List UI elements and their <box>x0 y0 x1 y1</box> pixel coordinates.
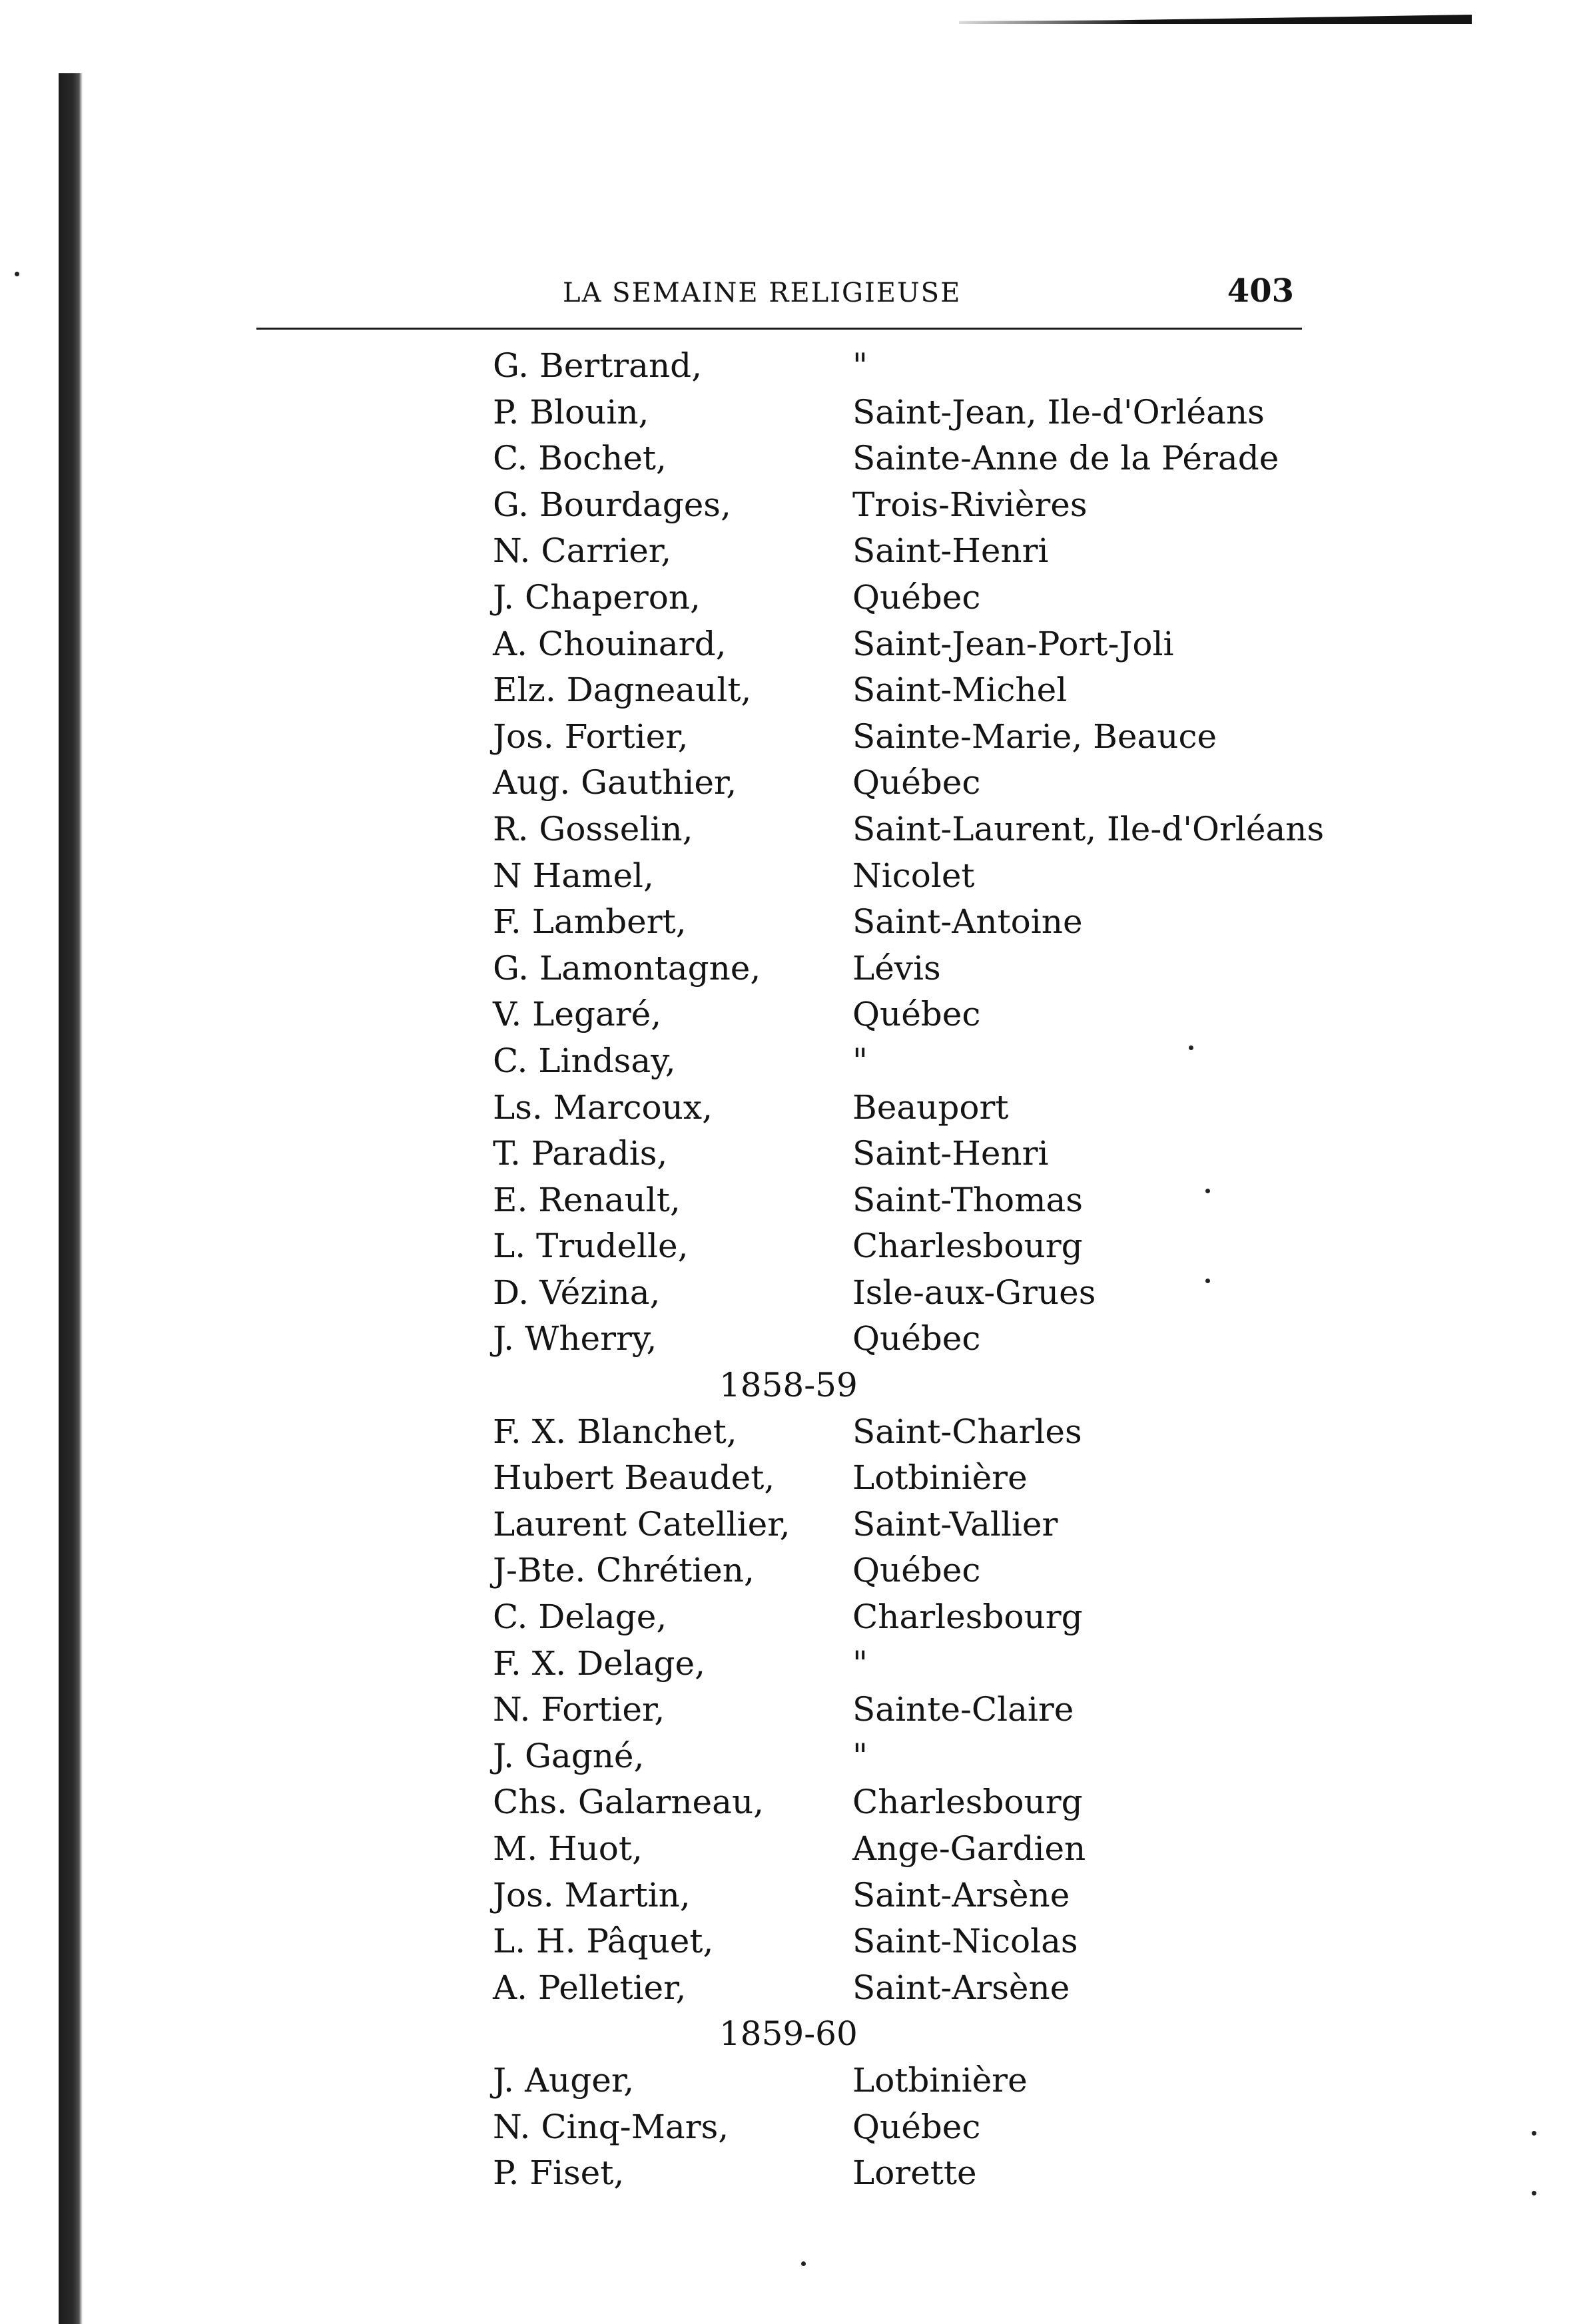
entry-place: Québec <box>852 2107 981 2146</box>
year-heading: 1859-60 <box>719 2014 858 2054</box>
entry-name: Ls. Marcoux, <box>493 1087 713 1127</box>
entry-place: Saint-Thomas <box>852 1180 1083 1219</box>
entry-name: J. Gagné, <box>493 1736 645 1775</box>
list-item <box>493 1548 1332 1594</box>
list-item <box>493 2058 1332 2104</box>
entry-name: N Hamel, <box>493 856 654 895</box>
entry-place: " <box>852 1643 868 1683</box>
list-item <box>493 992 1332 1038</box>
entry-name: R. Gosselin, <box>493 809 693 848</box>
entry-place: Charlesbourg <box>852 1227 1083 1266</box>
entry-name: G. Bertrand, <box>493 346 703 385</box>
list-item <box>493 899 1332 946</box>
entry-place: Lévis <box>852 948 941 988</box>
entry-name: D. Vézina, <box>493 1273 661 1312</box>
entry-name: G. Bourdages, <box>493 485 731 524</box>
entry-name: N. Fortier, <box>493 1690 665 1729</box>
list-item <box>493 1918 1332 1965</box>
entry-name: J. Chaperon, <box>493 577 701 617</box>
entry-name: J. Wherry, <box>493 1319 657 1358</box>
list-item <box>493 1873 1332 1919</box>
entry-name: L. H. Pâquet, <box>493 1922 714 1961</box>
list-item <box>493 436 1332 482</box>
list-item <box>493 853 1332 900</box>
top-scan-rule <box>959 15 1472 24</box>
speck <box>1532 2191 1536 2195</box>
entry-place: Lotbinière <box>852 2060 1028 2100</box>
list-item <box>493 1594 1332 1641</box>
speck <box>1189 1045 1193 1050</box>
entry-place: Québec <box>852 1319 981 1358</box>
list-item <box>493 1455 1332 1502</box>
list-item <box>493 806 1332 853</box>
year-heading-row <box>493 1362 1332 1409</box>
entry-place: Québec <box>852 995 981 1034</box>
entry-place: Saint-Charles <box>852 1412 1082 1451</box>
list-item <box>493 621 1332 668</box>
list-item <box>493 1038 1332 1085</box>
entry-place: Saint-Vallier <box>852 1504 1058 1544</box>
entry-name: F. Lambert, <box>493 902 687 942</box>
list-item <box>493 1826 1332 1873</box>
list-item <box>493 1733 1332 1780</box>
entry-name: Laurent Catellier, <box>493 1504 790 1544</box>
entry-name: P. Blouin, <box>493 392 649 432</box>
entry-place: Nicolet <box>852 856 975 895</box>
entry-place: Québec <box>852 763 981 802</box>
entry-name: F. X. Blanchet, <box>493 1412 737 1451</box>
header-rule <box>256 328 1302 330</box>
entry-place: Sainte-Claire <box>852 1690 1074 1729</box>
entry-place: Saint-Michel <box>852 671 1068 710</box>
entry-name: F. X. Delage, <box>493 1643 706 1683</box>
book-spine-shadow <box>59 73 83 2324</box>
entry-name: A. Chouinard, <box>493 624 727 663</box>
entry-name: G. Lamontagne, <box>493 948 761 988</box>
list-item <box>493 1177 1332 1224</box>
list-item <box>493 482 1332 529</box>
entry-place: Lotbinière <box>852 1458 1028 1498</box>
entry-place: Saint-Arsène <box>852 1875 1070 1914</box>
entry-place: Charlesbourg <box>852 1598 1083 1637</box>
year-heading: 1858-59 <box>719 1366 858 1405</box>
entry-name: Elz. Dagneault, <box>493 671 752 710</box>
entry-name: Aug. Gauthier, <box>493 763 737 802</box>
entry-name: J-Bte. Chrétien, <box>493 1551 755 1590</box>
speck <box>1205 1279 1210 1283</box>
list-item <box>493 760 1332 806</box>
entry-name: C. Delage, <box>493 1598 667 1637</box>
entry-name: T. Paradis, <box>493 1134 668 1173</box>
list-item <box>493 528 1332 575</box>
speck <box>15 272 19 276</box>
entry-name: A. Pelletier, <box>493 1968 687 2007</box>
list-item <box>493 390 1332 436</box>
entry-name: Hubert Beaudet, <box>493 1458 775 1498</box>
entry-place: Saint-Laurent, Ile-d'Orléans <box>852 809 1325 848</box>
list-item <box>493 1085 1332 1131</box>
entry-name: C. Bochet, <box>493 439 667 478</box>
entry-place: Sainte-Marie, Beauce <box>852 717 1217 756</box>
list-item <box>493 1502 1332 1548</box>
entry-place: Sainte-Anne de la Pérade <box>852 439 1279 478</box>
year-heading-row <box>493 2011 1332 2058</box>
list-item <box>493 1779 1332 1826</box>
list-item <box>493 2150 1332 2197</box>
entry-name: Jos. Martin, <box>493 1875 691 1914</box>
list-item <box>493 1131 1332 1177</box>
entry-place: Saint-Jean-Port-Joli <box>852 624 1174 663</box>
list-item <box>493 667 1332 714</box>
entry-place: " <box>852 1736 868 1775</box>
entry-place: Isle-aux-Grues <box>852 1273 1096 1312</box>
entry-name: E. Renault, <box>493 1180 681 1219</box>
list-item <box>493 575 1332 621</box>
entry-place: Saint-Henri <box>852 531 1049 571</box>
running-head <box>256 263 1302 323</box>
entry-name: V. Legaré, <box>493 995 662 1034</box>
entry-place: Saint-Nicolas <box>852 1922 1078 1961</box>
entry-place: Québec <box>852 577 981 617</box>
name-place-list <box>493 343 1332 2197</box>
entry-place: Saint-Henri <box>852 1134 1049 1173</box>
list-item <box>493 714 1332 760</box>
entry-place: " <box>852 346 868 385</box>
entry-name: N. Cinq-Mars, <box>493 2107 729 2146</box>
list-item <box>493 2104 1332 2151</box>
entry-name: Jos. Fortier, <box>493 717 689 756</box>
entry-place: Saint-Arsène <box>852 1968 1070 2007</box>
list-item <box>493 1223 1332 1270</box>
entry-place: Charlesbourg <box>852 1783 1083 1822</box>
entry-name: P. Fiset, <box>493 2154 625 2193</box>
entry-place: Québec <box>852 1551 981 1590</box>
entry-name: N. Carrier, <box>493 531 672 571</box>
entry-place: Saint-Antoine <box>852 902 1083 942</box>
entry-name: M. Huot, <box>493 1829 643 1868</box>
entry-name: Chs. Galarneau, <box>493 1783 765 1822</box>
entry-place: Beauport <box>852 1087 1009 1127</box>
speck <box>1532 2131 1536 2136</box>
entry-name: J. Auger, <box>493 2060 635 2100</box>
list-item <box>493 343 1332 390</box>
running-title: LA SEMAINE RELIGIEUSE <box>563 278 962 308</box>
entry-place: " <box>852 1041 868 1080</box>
entry-place: Saint-Jean, Ile-d'Orléans <box>852 392 1265 432</box>
list-item <box>493 1641 1332 1687</box>
list-item <box>493 1316 1332 1362</box>
entry-place: Ange-Gardien <box>852 1829 1086 1868</box>
list-item <box>493 1409 1332 1456</box>
list-item <box>493 1687 1332 1733</box>
entry-name: L. Trudelle, <box>493 1227 689 1266</box>
list-item <box>493 1965 1332 2012</box>
entry-name: C. Lindsay, <box>493 1041 676 1080</box>
entry-place: Lorette <box>852 2154 977 2193</box>
list-item <box>493 1270 1332 1316</box>
speck <box>801 2261 806 2266</box>
entry-place: Trois-Rivières <box>852 485 1088 524</box>
page-number: 403 <box>1227 272 1294 310</box>
list-item <box>493 946 1332 992</box>
speck <box>1205 1189 1210 1193</box>
